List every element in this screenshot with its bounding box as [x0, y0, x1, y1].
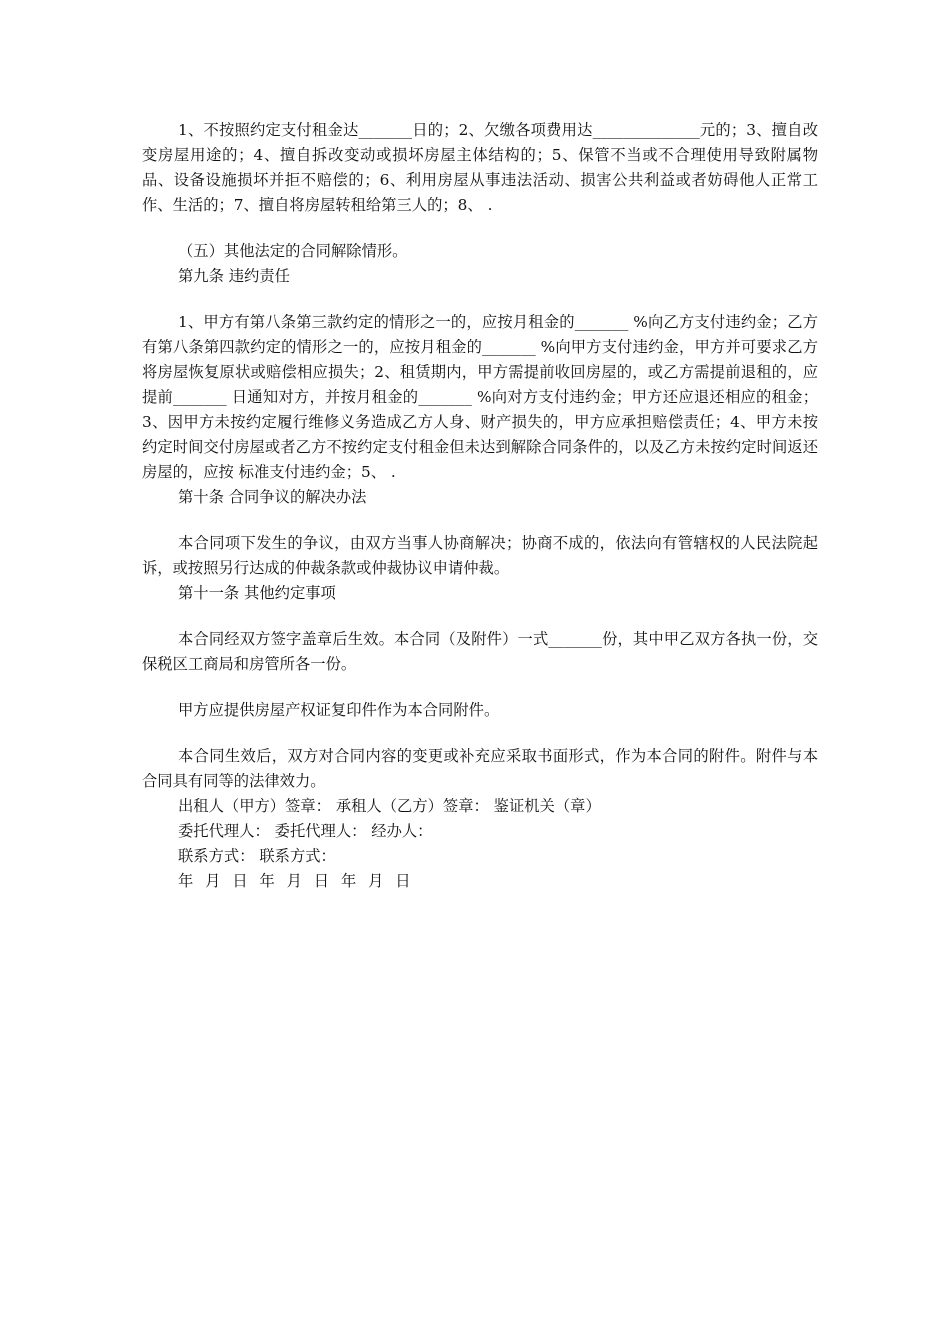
article-10-paragraph: 本合同项下发生的争议，由双方当事人协商解决；协商不成的，依法向有管辖权的人民法院起诉，或按照另行达成的仲裁条款或仲裁协议申请仲裁。: [142, 534, 818, 577]
article-10-heading: 第十条 合同争议的解决办法: [178, 488, 367, 506]
article-11-heading: 第十一条 其他约定事项: [178, 584, 336, 602]
agent-line: 委托代理人： 委托代理人： 经办人：: [178, 822, 433, 840]
article-11-amendment-paragraph: 本合同生效后，双方对合同内容的变更或补充应采取书面形式，作为本合同的附件。附件与本合同具有同等的法律效力。: [142, 747, 818, 790]
termination-conditions-paragraph: 1、不按照约定支付租金达_______日的；2、欠缴各项费用达______________元的；3、擅自改变房屋用途的；4、擅自拆改变动或损坏房屋主体结构的；5、保管不当或不合理使用导致附属物品、设备设施损坏并拒不赔偿的；6、利用房屋从事违法活动、损害公共利益或者妨碍他人正常工作、生活的；7、擅自将房屋转租给第三人的；8、 .: [142, 121, 818, 214]
article-11-attachment-paragraph: 甲方应提供房屋产权证复印件作为本合同附件。: [178, 701, 500, 719]
document-page: [142, 118, 818, 894]
other-termination-paragraph: （五）其他法定的合同解除情形。: [178, 242, 408, 260]
article-9-paragraph: 1、甲方有第八条第三款约定的情形之一的，应按月租金的_______ %向乙方支付违约金；乙方有第八条第四款约定的情形之一的，应按月租金的_______ %向甲方支付违约金，甲方并可要求乙方将房屋恢复原状或赔偿相应损失；2、租赁期内，甲方需提前收回房屋的，或乙方需提前退租的，应提前_______ 日通知对方，并按月租金的_______ %向对方支付违约金；甲方还应退还相应的租金；3、因甲方未按约定履行维修义务造成乙方人身、财产损失的，甲方应承担赔偿责任；4、甲方未按约定时间交付房屋或者乙方不按约定支付租金但未达到解除合同条件的，以及乙方未按约定时间返还房屋的，应按 标准支付违约金；5、 .: [142, 313, 818, 481]
signature-line: 出租人（甲方）签章： 承租人（乙方）签章： 鉴证机关（章）: [178, 797, 601, 815]
date-line: 年 月 日 年 月 日 年 月 日: [178, 872, 412, 890]
article-11-effect-paragraph: 本合同经双方签字盖章后生效。本合同（及附件）一式_______份，其中甲乙双方各执一份，交保税区工商局和房管所各一份。: [142, 630, 818, 673]
article-9-heading: 第九条 违约责任: [178, 267, 290, 285]
contact-line: 联系方式： 联系方式：: [178, 847, 336, 865]
